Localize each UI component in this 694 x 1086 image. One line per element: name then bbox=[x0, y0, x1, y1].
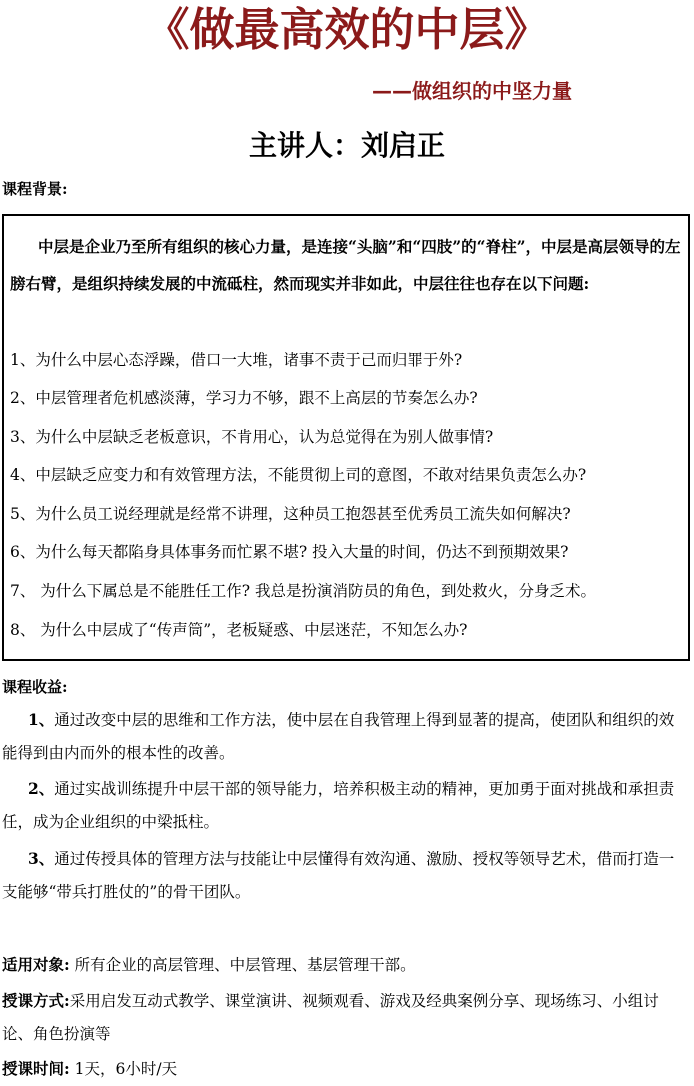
audience-line bbox=[2, 948, 688, 982]
background-label: 课程背景: bbox=[2, 180, 68, 198]
benefit-item bbox=[2, 842, 688, 909]
background-intro bbox=[10, 228, 686, 302]
question-item: 8、 为什么中层成了“传声筒”，老板疑惑、中层迷茫，不知怎么办? bbox=[10, 621, 468, 639]
speaker-line: 主讲人：刘启正 bbox=[248, 129, 445, 162]
audience-label: 适用对象: bbox=[2, 955, 70, 974]
question-item: 7、 为什么下属总是不能胜任工作? 我总是扮演消防员的角色，到处救火，分身乏术。 bbox=[10, 582, 597, 600]
duration-label: 授课时间: bbox=[2, 1059, 70, 1078]
benefit-text: 通过传授具体的管理方法与技能让中层懂得有效沟通、激励、授权等领导艺术，借而打造一支能够“带兵打胜仗的”的骨干团队。 bbox=[2, 850, 675, 901]
method-line bbox=[2, 984, 688, 1051]
question-item: 6、为什么每天都陷身具体事务而忙累不堪? 投入大量的时间，仍达不到预期效果? bbox=[10, 543, 569, 561]
document-subtitle: ——做组织的中坚力量 bbox=[372, 79, 572, 103]
benefit-number: 2、 bbox=[28, 779, 55, 798]
document-title: 《做最高效的中层》 bbox=[144, 3, 550, 56]
benefit-number: 3、 bbox=[28, 849, 55, 868]
duration-line bbox=[2, 1052, 688, 1086]
audience-text: 所有企业的高层管理、中层管理、基层管理干部。 bbox=[74, 956, 416, 974]
method-label: 授课方式: bbox=[2, 991, 70, 1010]
background-intro-text: 中层是企业乃至所有组织的核心力量，是连接“头脑”和“四肢”的“脊柱”，中层是高层领导的左膀右臂，是组织持续发展的中流砥柱，然而现实并非如此，中层往往也存在以下问题: bbox=[10, 237, 681, 293]
benefit-text: 通过改变中层的思维和工作方法，使中层在自我管理上得到显著的提高，使团队和组织的效能得到由内而外的根本性的改善。 bbox=[2, 711, 675, 762]
question-item: 2、中层管理者危机感淡薄，学习力不够，跟不上高层的节奏怎么办? bbox=[10, 389, 478, 407]
duration-text: 1天，6小时/天 bbox=[74, 1060, 178, 1078]
question-item: 3、为什么中层缺乏老板意识，不肯用心，认为总觉得在为别人做事情? bbox=[10, 428, 494, 446]
benefit-item bbox=[2, 703, 688, 770]
question-item: 5、为什么员工说经理就是经常不讲理，这种员工抱怨甚至优秀员工流失如何解决? bbox=[10, 505, 571, 523]
benefit-text: 通过实战训练提升中层干部的领导能力，培养积极主动的精神，更加勇于面对挑战和承担责任，成为企业组织的中梁抵柱。 bbox=[2, 780, 675, 831]
benefits-label: 课程收益: bbox=[2, 678, 68, 696]
benefit-item bbox=[2, 772, 688, 839]
benefit-number: 1、 bbox=[28, 710, 55, 729]
question-item: 4、中层缺乏应变力和有效管理方法，不能贯彻上司的意图，不敢对结果负责怎么办? bbox=[10, 466, 587, 484]
method-text: 采用启发互动式教学、课堂演讲、视频观看、游戏及经典案例分享、现场练习、小组讨论、角色扮演等 bbox=[2, 992, 659, 1043]
question-item: 1、为什么中层心态浮躁，借口一大堆，诸事不责于己而归罪于外? bbox=[10, 351, 463, 369]
